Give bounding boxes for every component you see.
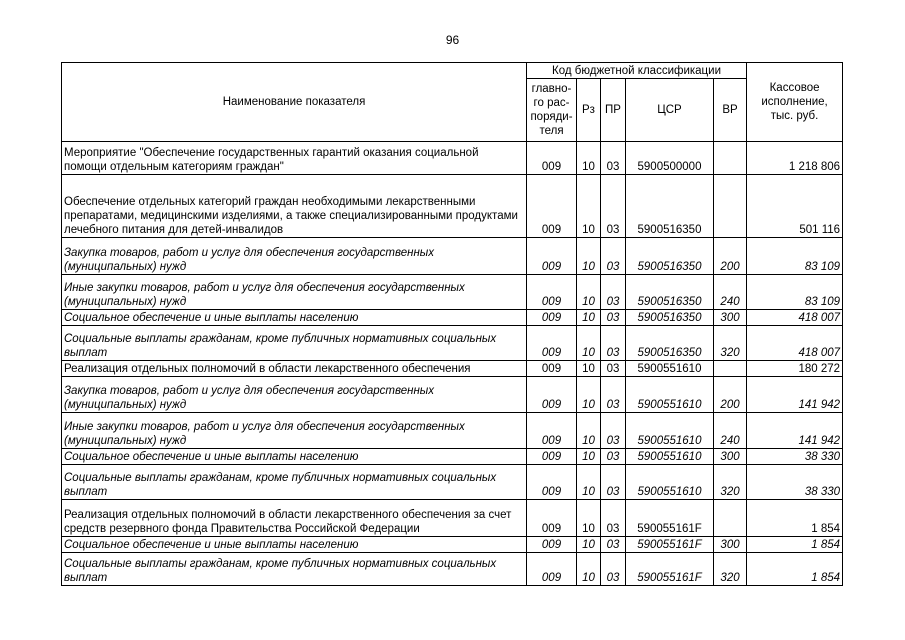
- row-name-cell: Обеспечение отдельных категорий граждан необходимыми лекарственными препаратами, медицинскими изделиями, а также специализированными продуктами лечебного питания для детей-инвалидов: [62, 175, 527, 238]
- row-rz-cell: 10: [577, 413, 601, 449]
- row-csr-cell: 590055161F: [626, 537, 714, 553]
- row-vr-cell: 300: [714, 310, 747, 326]
- row-pr-cell: 03: [601, 142, 626, 175]
- row-csr-cell: 5900551610: [626, 361, 714, 377]
- row-name-cell: Социальное обеспечение и иные выплаты населению: [62, 449, 527, 465]
- row-vr-cell: 320: [714, 553, 747, 586]
- row-pr-cell: 03: [601, 449, 626, 465]
- table-row: [62, 413, 843, 449]
- row-rz-cell: 10: [577, 449, 601, 465]
- row-pr-cell: 03: [601, 326, 626, 361]
- row-rz-cell: 10: [577, 238, 601, 275]
- row-gr-cell: 009: [527, 500, 577, 537]
- header-amount: Кассовое исполнение, тыс. руб.: [747, 63, 843, 142]
- row-pr-cell: 03: [601, 553, 626, 586]
- row-gr-cell: 009: [527, 142, 577, 175]
- row-name-cell: Социальные выплаты гражданам, кроме публичных нормативных социальных выплат: [62, 465, 527, 500]
- row-name-cell: Иные закупки товаров, работ и услуг для обеспечения государственных (муниципальных) нужд: [62, 413, 527, 449]
- table-row: [62, 500, 843, 537]
- row-gr-cell: 009: [527, 238, 577, 275]
- header-vr: ВР: [714, 79, 747, 142]
- row-amount-cell: 418 007: [747, 310, 843, 326]
- row-csr-cell: 5900551610: [626, 449, 714, 465]
- row-gr-cell: 009: [527, 175, 577, 238]
- row-pr-cell: 03: [601, 465, 626, 500]
- header-name: Наименование показателя: [62, 63, 527, 142]
- row-vr-cell: 240: [714, 275, 747, 310]
- row-vr-cell: 320: [714, 465, 747, 500]
- row-pr-cell: 03: [601, 275, 626, 310]
- row-name-cell: Социальные выплаты гражданам, кроме публичных нормативных социальных выплат: [62, 326, 527, 361]
- row-name-cell: Закупка товаров, работ и услуг для обеспечения государственных (муниципальных) нужд: [62, 377, 527, 413]
- row-name-cell: Мероприятие "Обеспечение государственных гарантий оказания социальной помощи отдельным категориям граждан": [62, 142, 527, 175]
- row-name-cell: Закупка товаров, работ и услуг для обеспечения государственных (муниципальных) нужд: [62, 238, 527, 275]
- row-csr-cell: 5900516350: [626, 175, 714, 238]
- row-gr-cell: 009: [527, 275, 577, 310]
- row-name-cell: Социальное обеспечение и иные выплаты населению: [62, 310, 527, 326]
- row-amount-cell: 141 942: [747, 377, 843, 413]
- row-vr-cell: 200: [714, 238, 747, 275]
- header-classification-code: Код бюджетной классификации: [527, 63, 747, 79]
- row-rz-cell: 10: [577, 377, 601, 413]
- table-row: [62, 275, 843, 310]
- table-row: [62, 537, 843, 553]
- row-vr-cell: [714, 500, 747, 537]
- header-rz: Рз: [577, 79, 601, 142]
- table-row: [62, 361, 843, 377]
- row-gr-cell: 009: [527, 553, 577, 586]
- row-amount-cell: 141 942: [747, 413, 843, 449]
- row-rz-cell: 10: [577, 361, 601, 377]
- budget-table: [61, 62, 843, 586]
- row-rz-cell: 10: [577, 142, 601, 175]
- table-row: [62, 326, 843, 361]
- row-gr-cell: 009: [527, 413, 577, 449]
- row-gr-cell: 009: [527, 465, 577, 500]
- row-rz-cell: 10: [577, 537, 601, 553]
- row-name-cell: Реализация отдельных полномочий в области лекарственного обеспечения за счет средств резервного фонда Правительства Российской Федерации: [62, 500, 527, 537]
- header-chief-administrator: главно-го рас-поряди-теля: [527, 79, 577, 142]
- row-amount-cell: 38 330: [747, 449, 843, 465]
- row-amount-cell: 1 854: [747, 537, 843, 553]
- row-gr-cell: 009: [527, 449, 577, 465]
- row-vr-cell: [714, 142, 747, 175]
- row-rz-cell: 10: [577, 465, 601, 500]
- row-pr-cell: 03: [601, 175, 626, 238]
- row-pr-cell: 03: [601, 310, 626, 326]
- row-pr-cell: 03: [601, 238, 626, 275]
- row-vr-cell: [714, 175, 747, 238]
- row-amount-cell: 83 109: [747, 275, 843, 310]
- row-gr-cell: 009: [527, 537, 577, 553]
- row-rz-cell: 10: [577, 275, 601, 310]
- table-row: [62, 449, 843, 465]
- table-body: [62, 142, 843, 586]
- row-csr-cell: 590055161F: [626, 553, 714, 586]
- table-row: [62, 238, 843, 275]
- table-row: [62, 465, 843, 500]
- row-rz-cell: 10: [577, 500, 601, 537]
- row-gr-cell: 009: [527, 361, 577, 377]
- row-csr-cell: 5900516350: [626, 238, 714, 275]
- row-csr-cell: 5900516350: [626, 310, 714, 326]
- row-csr-cell: 5900551610: [626, 377, 714, 413]
- row-vr-cell: 300: [714, 449, 747, 465]
- row-vr-cell: 240: [714, 413, 747, 449]
- header-pr: ПР: [601, 79, 626, 142]
- row-amount-cell: 1 218 806: [747, 142, 843, 175]
- row-csr-cell: 5900551610: [626, 413, 714, 449]
- row-pr-cell: 03: [601, 537, 626, 553]
- row-amount-cell: 501 116: [747, 175, 843, 238]
- page-number: 96: [445, 33, 460, 47]
- table-row: [62, 175, 843, 238]
- row-pr-cell: 03: [601, 377, 626, 413]
- row-amount-cell: 1 854: [747, 553, 843, 586]
- row-amount-cell: 418 007: [747, 326, 843, 361]
- row-pr-cell: 03: [601, 413, 626, 449]
- row-amount-cell: 180 272: [747, 361, 843, 377]
- row-rz-cell: 10: [577, 175, 601, 238]
- row-gr-cell: 009: [527, 377, 577, 413]
- row-name-cell: Социальное обеспечение и иные выплаты населению: [62, 537, 527, 553]
- row-pr-cell: 03: [601, 361, 626, 377]
- row-csr-cell: 5900516350: [626, 275, 714, 310]
- row-csr-cell: 5900551610: [626, 465, 714, 500]
- table-row: [62, 377, 843, 413]
- table-row: [62, 553, 843, 586]
- row-rz-cell: 10: [577, 310, 601, 326]
- row-name-cell: Иные закупки товаров, работ и услуг для обеспечения государственных (муниципальных) нужд: [62, 275, 527, 310]
- row-vr-cell: 300: [714, 537, 747, 553]
- row-csr-cell: 590055161F: [626, 500, 714, 537]
- row-name-cell: Реализация отдельных полномочий в области лекарственного обеспечения: [62, 361, 527, 377]
- row-vr-cell: [714, 361, 747, 377]
- row-vr-cell: 200: [714, 377, 747, 413]
- row-pr-cell: 03: [601, 500, 626, 537]
- row-rz-cell: 10: [577, 326, 601, 361]
- row-csr-cell: 5900500000: [626, 142, 714, 175]
- table-row: [62, 142, 843, 175]
- row-amount-cell: 83 109: [747, 238, 843, 275]
- header-csr: ЦСР: [626, 79, 714, 142]
- row-amount-cell: 1 854: [747, 500, 843, 537]
- row-amount-cell: 38 330: [747, 465, 843, 500]
- row-gr-cell: 009: [527, 310, 577, 326]
- row-vr-cell: 320: [714, 326, 747, 361]
- row-csr-cell: 5900516350: [626, 326, 714, 361]
- table-row: [62, 310, 843, 326]
- row-name-cell: Социальные выплаты гражданам, кроме публичных нормативных социальных выплат: [62, 553, 527, 586]
- row-rz-cell: 10: [577, 553, 601, 586]
- row-gr-cell: 009: [527, 326, 577, 361]
